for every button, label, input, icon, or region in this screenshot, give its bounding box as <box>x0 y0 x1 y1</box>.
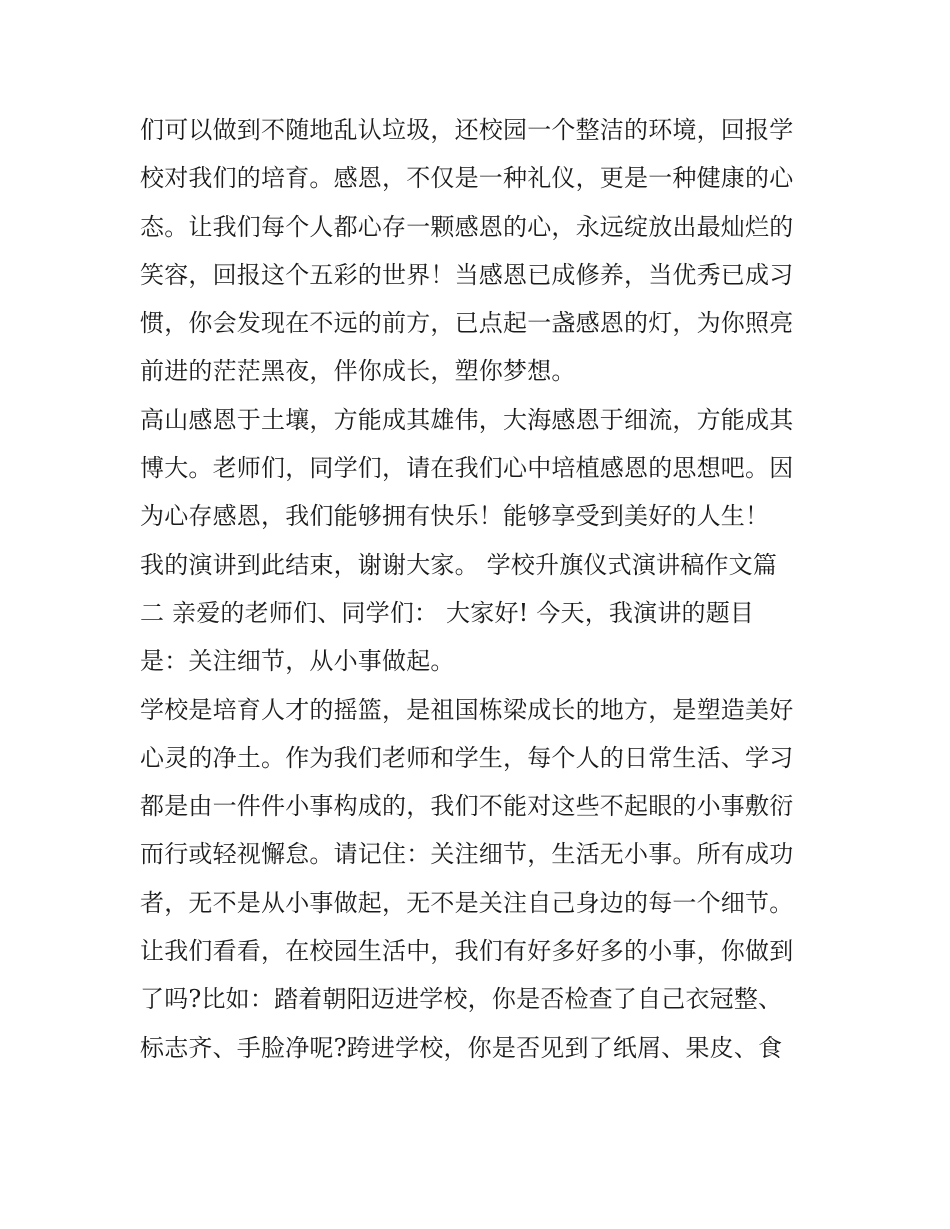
text-line: 标志齐、手脸净呢?跨进学校，你是否见到了纸屑、果皮、食 <box>140 1033 783 1062</box>
text-line: 为心存感恩，我们能够拥有快乐！能够享受到美好的人生！ <box>140 502 770 531</box>
text-line: 是：关注细节，从小事做起。 <box>140 647 455 676</box>
text-line: 者，无不是从小事做起，无不是关注自己身边的每一个细节。 <box>140 888 794 917</box>
text-line: 心灵的净土。作为我们老师和学生，每个人的日常生活、学习 <box>140 743 794 772</box>
text-line: 态。让我们每个人都心存一颗感恩的心，永远绽放出最灿烂的 <box>140 212 794 241</box>
text-line: 高山感恩于土壤，方能成其雄伟，大海感恩于细流，方能成其 <box>140 405 794 434</box>
text-line: 校对我们的培育。感恩，不仅是一种礼仪，更是一种健康的心 <box>140 164 794 193</box>
text-line: 惯，你会发现在不远的前方，已点起一盏感恩的灯，为你照亮 <box>140 309 794 338</box>
text-line: 二 亲爱的老师们、同学们： 大家好! 今天，我演讲的题目 <box>140 598 755 627</box>
text-line: 学校是培育人才的摇篮，是祖国栋梁成长的地方，是塑造美好 <box>140 695 794 724</box>
text-line: 而行或轻视懈怠。请记住：关注细节，生活无小事。所有成功 <box>140 840 794 869</box>
speech-text <box>140 106 820 1072</box>
text-line: 都是由一件件小事构成的，我们不能对这些不起眼的小事敷衍 <box>140 792 794 821</box>
text-line: 笑容，回报这个五彩的世界！当感恩已成修养，当优秀已成习 <box>140 260 794 289</box>
text-line: 前进的茫茫黑夜，伴你成长，塑你梦想。 <box>140 357 576 386</box>
text-line: 让我们看看，在校园生活中，我们有好多好多的小事，你做到 <box>140 937 794 966</box>
text-line: 我的演讲到此结束，谢谢大家。 学校升旗仪式演讲稿作文篇 <box>140 550 778 579</box>
text-line: 了吗?比如：踏着朝阳迈进学校，你是否检查了自己衣冠整、 <box>140 985 783 1014</box>
text-line: 们可以做到不随地乱认垃圾，还校园一个整洁的环境，回报学 <box>140 116 794 144</box>
text-line: 博大。老师们，同学们，请在我们心中培植感恩的思想吧。因 <box>140 454 794 483</box>
